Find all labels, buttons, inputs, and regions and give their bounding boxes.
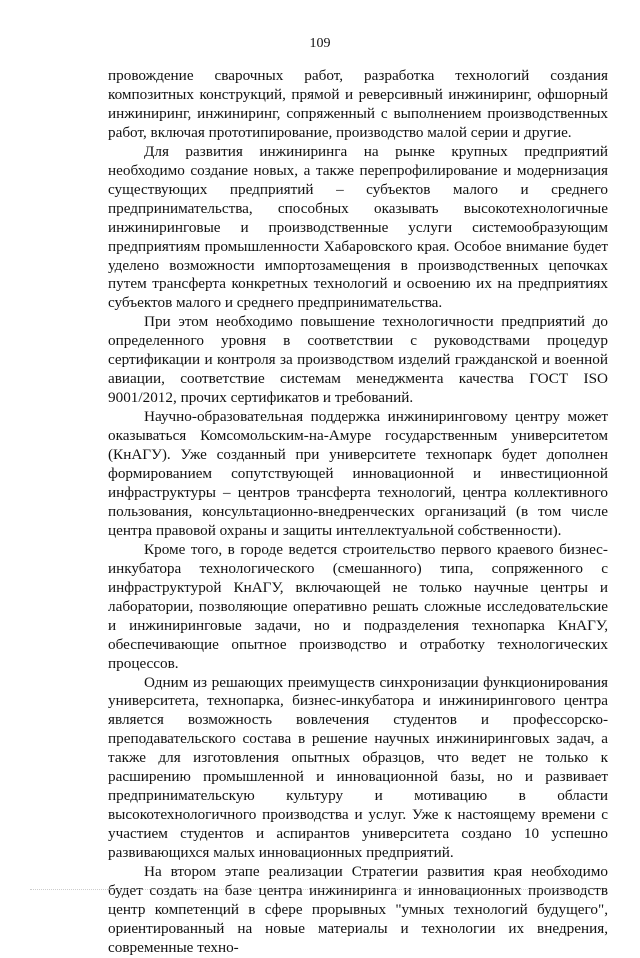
paragraph: Для развития инжиниринга на рынке крупных предприятий необходимо создание новых, а также перепрофилирование и модернизация существующих предприятий – субъектов малого и среднего предпринимательства, способных оказывать высокотехнологичные инжиниринговые и производственные услуги системообразующим предприятиям промышленности Хабаровского края. Особое внимание будет уделено возможности импортозамещения в производственных цепочках путем трансферта конкретных технологий и освоению их на предприятиях субъектов малого и среднего предпринимательства. [108,142,608,312]
paragraph: Кроме того, в городе ведется строительство первого краевого бизнес-инкубатора технологического (смешанного) типа, сопряженного с инфраструктурой КнАГУ, включающей не только научные центры и лаборатории, позволяющие оперативно решать сложные исследовательские и инжиниринговые задачи, но и подразделения технопарка КнАГУ, обеспечивающие опытное производство и отработку технологических процессов. [108,540,608,672]
paragraph-continuation: провождение сварочных работ, разработка технологий создания композитных конструкций, прямой и реверсивный инжиниринг, офшорный инжиниринг, инжиниринг, сопряженный с выполнением производственных работ, включая прототипирование, производство малой серии и другие. [108,67,608,141]
paragraph: Научно-образовательная поддержка инжиниринговому центру может оказываться Комсомольским-на-Амуре государственным университетом (КнАГУ). Уже созданный при университете технопарк будет дополнен формированием сопутствующей инновационной и инвестиционной инфраструктуры – центров трансферта технологий, центра коллективного пользования, консультационно-внедренческих организаций (в том числе центра правовой охраны и защиты интеллектуальной собственности). [108,408,608,539]
paragraph: Одним из решающих преимуществ синхронизации функционирования университета, технопарка, бизнес-инкубатора и инжинирингового центра является возможность вовлечения студентов и профессорско-преподавательского состава в решение научных инжиниринговых задач, а также для изготовления опытных образцов, что ведет не только к расширению промышленной и инновационной базы, но и развивает предпринимательскую культуру и мотивацию в области высокотехнологичного производства и услуг. Уже к настоящему времени с участием студентов и аспирантов университета создано 10 успешно развивающихся малых инновационных предприятий. [108,673,608,862]
paragraph: На втором этапе реализации Стратегии развития края необходимо будет создать на базе центра инжиниринга и инновационных производств центр компетенций в сфере прорывных "умных технологий будущего", ориентированный на новые материалы и технологии их внедрения, современные техно- [108,863,608,956]
scan-edge-artifact [30,889,590,890]
document-body [108,67,608,958]
page-number: 109 [309,36,331,51]
paragraph: При этом необходимо повышение технологичности предприятий до определенного уровня в соответствии с руководствами процедур сертификации и контроля за производством изделий гражданской и военной авиации, соответствие системам менеджмента качества ГОСТ ISO 9001/2012, прочих сертификатов и требований. [108,313,608,407]
